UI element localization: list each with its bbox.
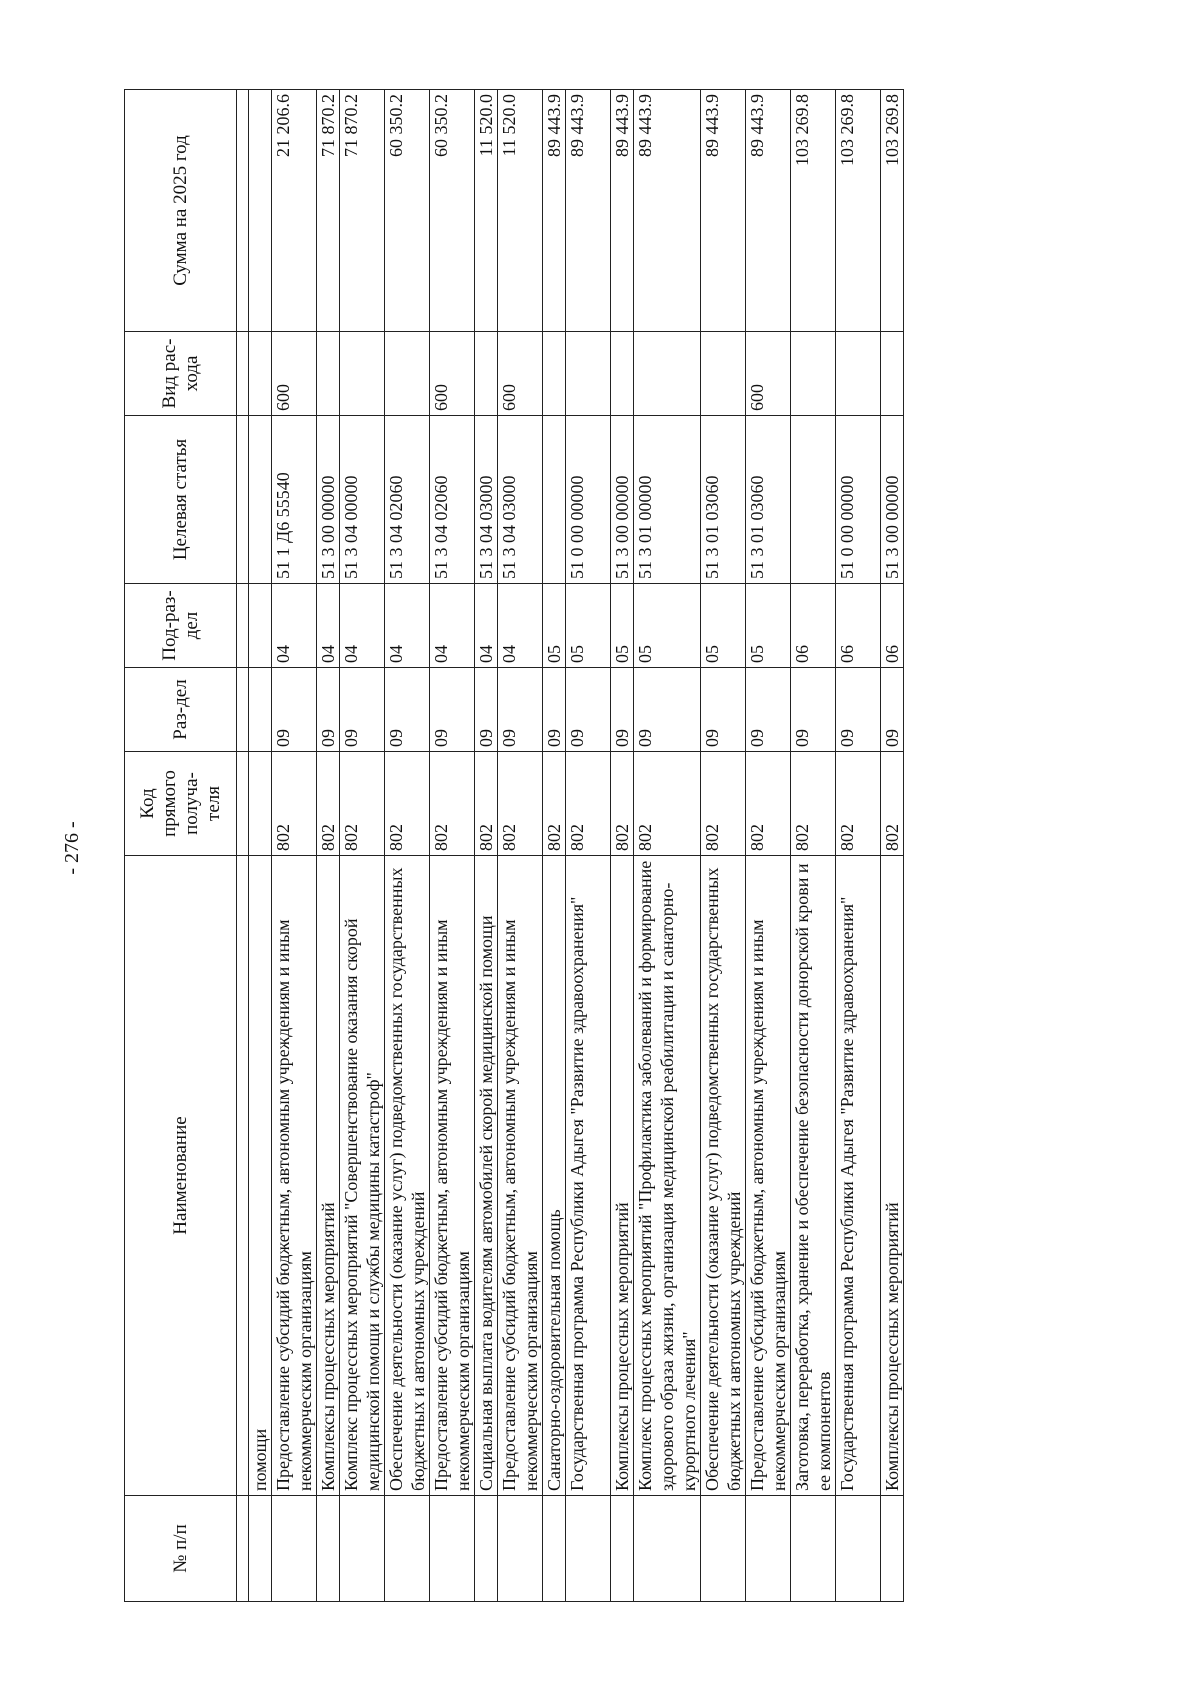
row-expense-type: 600 bbox=[272, 332, 317, 416]
table-row bbox=[385, 90, 430, 1602]
header-amount: Сумма на 2025 год bbox=[125, 90, 237, 332]
row-subsection: 06 bbox=[881, 584, 904, 668]
row-recipient-code: 802 bbox=[498, 752, 543, 856]
table-spacer-row bbox=[237, 90, 249, 1602]
table-row bbox=[836, 90, 881, 1602]
row-name: Государственная программа Республики Адыгея "Развитие здравоохранения" bbox=[836, 856, 881, 1496]
row-amount: 89 443.9 bbox=[543, 90, 566, 332]
row-amount bbox=[249, 90, 272, 332]
row-expense-type bbox=[317, 332, 340, 416]
row-expense-type bbox=[634, 332, 701, 416]
table-row bbox=[272, 90, 317, 1602]
row-expense-type: 600 bbox=[498, 332, 543, 416]
row-section: 09 bbox=[272, 668, 317, 752]
row-number bbox=[791, 1496, 836, 1602]
row-recipient-code: 802 bbox=[611, 752, 634, 856]
row-expense-type: 600 bbox=[746, 332, 791, 416]
row-amount: 60 350.2 bbox=[430, 90, 475, 332]
row-name: Заготовка, переработка, хранение и обеспечение безопасности донорской крови и ее компонентов bbox=[791, 856, 836, 1496]
row-subsection: 05 bbox=[634, 584, 701, 668]
row-recipient-code: 802 bbox=[340, 752, 385, 856]
row-number bbox=[475, 1496, 498, 1602]
row-expense-type bbox=[566, 332, 611, 416]
row-number bbox=[430, 1496, 475, 1602]
row-subsection: 04 bbox=[430, 584, 475, 668]
row-target-article: 51 3 01 00000 bbox=[634, 416, 701, 584]
row-number bbox=[272, 1496, 317, 1602]
row-expense-type bbox=[249, 332, 272, 416]
row-name: Предоставление субсидий бюджетным, автономным учреждениям и иным некоммерческим организациям bbox=[272, 856, 317, 1496]
budget-table bbox=[124, 89, 904, 1602]
row-amount: 11 520.0 bbox=[475, 90, 498, 332]
row-target-article: 51 1 Д6 55540 bbox=[272, 416, 317, 584]
row-subsection bbox=[249, 584, 272, 668]
row-section: 09 bbox=[543, 668, 566, 752]
row-recipient-code: 802 bbox=[701, 752, 746, 856]
row-recipient-code: 802 bbox=[791, 752, 836, 856]
row-amount: 71 870.2 bbox=[317, 90, 340, 332]
table-row bbox=[340, 90, 385, 1602]
row-number bbox=[249, 1496, 272, 1602]
table-row bbox=[566, 90, 611, 1602]
row-name: Санаторно-оздоровительная помощь bbox=[543, 856, 566, 1496]
row-section: 09 bbox=[701, 668, 746, 752]
row-number bbox=[746, 1496, 791, 1602]
row-subsection: 05 bbox=[611, 584, 634, 668]
row-subsection: 06 bbox=[836, 584, 881, 668]
row-number bbox=[836, 1496, 881, 1602]
table-row bbox=[611, 90, 634, 1602]
row-section: 09 bbox=[634, 668, 701, 752]
row-amount: 60 350.2 bbox=[385, 90, 430, 332]
table-row bbox=[430, 90, 475, 1602]
row-recipient-code: 802 bbox=[272, 752, 317, 856]
row-target-article: 51 3 00 00000 bbox=[881, 416, 904, 584]
row-number bbox=[611, 1496, 634, 1602]
row-target-article: 51 3 00 00000 bbox=[611, 416, 634, 584]
table-row bbox=[543, 90, 566, 1602]
row-name: Предоставление субсидий бюджетным, автономным учреждениям и иным некоммерческим организациям bbox=[430, 856, 475, 1496]
row-section: 09 bbox=[881, 668, 904, 752]
row-subsection: 05 bbox=[746, 584, 791, 668]
row-target-article bbox=[543, 416, 566, 584]
row-name: Комплексы процессных мероприятий bbox=[881, 856, 904, 1496]
row-name: Комплекс процессных мероприятий "Профилактика заболеваний и формирование здорового образа жизни, организация медицинской реабилитации и санаторно-курортного лечения" bbox=[634, 856, 701, 1496]
row-recipient-code: 802 bbox=[475, 752, 498, 856]
row-recipient-code: 802 bbox=[881, 752, 904, 856]
page-number: - 276 - bbox=[61, 821, 83, 875]
table-row bbox=[317, 90, 340, 1602]
row-amount: 71 870.2 bbox=[340, 90, 385, 332]
row-section: 09 bbox=[791, 668, 836, 752]
row-amount: 89 443.9 bbox=[701, 90, 746, 332]
row-name: Государственная программа Республики Адыгея "Развитие здравоохранения" bbox=[566, 856, 611, 1496]
row-name: Обеспечение деятельности (оказание услуг) подведомственных государственных бюджетных и автономных учреждений bbox=[701, 856, 746, 1496]
row-name: Обеспечение деятельности (оказание услуг) подведомственных государственных бюджетных и автономных учреждений bbox=[385, 856, 430, 1496]
row-recipient-code: 802 bbox=[746, 752, 791, 856]
row-number bbox=[385, 1496, 430, 1602]
row-subsection: 05 bbox=[701, 584, 746, 668]
row-section: 09 bbox=[430, 668, 475, 752]
row-subsection: 06 bbox=[791, 584, 836, 668]
table-row bbox=[498, 90, 543, 1602]
table-header-row bbox=[125, 90, 237, 1602]
table-row bbox=[701, 90, 746, 1602]
header-num: № п/п bbox=[125, 1496, 237, 1602]
row-name: Социальная выплата водителям автомобилей скорой медицинской помощи bbox=[475, 856, 498, 1496]
row-recipient-code: 802 bbox=[385, 752, 430, 856]
row-name: Предоставление субсидий бюджетным, автономным учреждениям и иным некоммерческим организациям bbox=[498, 856, 543, 1496]
row-subsection: 05 bbox=[543, 584, 566, 668]
table-row bbox=[634, 90, 701, 1602]
row-number bbox=[701, 1496, 746, 1602]
row-expense-type bbox=[836, 332, 881, 416]
row-target-article: 51 3 04 02060 bbox=[430, 416, 475, 584]
row-amount: 89 443.9 bbox=[634, 90, 701, 332]
header-subsection: Под-раз-дел bbox=[125, 584, 237, 668]
row-target-article: 51 3 00 00000 bbox=[317, 416, 340, 584]
row-recipient-code: 802 bbox=[634, 752, 701, 856]
row-expense-type bbox=[475, 332, 498, 416]
row-expense-type: 600 bbox=[430, 332, 475, 416]
row-number bbox=[881, 1496, 904, 1602]
row-expense-type bbox=[611, 332, 634, 416]
row-amount: 89 443.9 bbox=[611, 90, 634, 332]
row-subsection: 04 bbox=[317, 584, 340, 668]
row-amount: 103 269.8 bbox=[836, 90, 881, 332]
row-target-article bbox=[249, 416, 272, 584]
row-amount: 21 206.6 bbox=[272, 90, 317, 332]
row-name: помощи bbox=[249, 856, 272, 1496]
row-expense-type bbox=[881, 332, 904, 416]
row-target-article: 51 3 01 03060 bbox=[746, 416, 791, 584]
row-amount: 11 520.0 bbox=[498, 90, 543, 332]
row-name: Предоставление субсидий бюджетным, автономным учреждениям и иным некоммерческим организациям bbox=[746, 856, 791, 1496]
row-subsection: 05 bbox=[566, 584, 611, 668]
row-subsection: 04 bbox=[498, 584, 543, 668]
table-row bbox=[791, 90, 836, 1602]
row-section: 09 bbox=[566, 668, 611, 752]
header-recipient-code: Код прямого получа-теля bbox=[125, 752, 237, 856]
row-recipient-code: 802 bbox=[543, 752, 566, 856]
row-target-article: 51 0 00 00000 bbox=[836, 416, 881, 584]
row-target-article: 51 3 04 00000 bbox=[340, 416, 385, 584]
row-target-article: 51 3 04 03000 bbox=[475, 416, 498, 584]
row-section: 09 bbox=[475, 668, 498, 752]
table-row bbox=[249, 90, 272, 1602]
row-section: 09 bbox=[611, 668, 634, 752]
row-target-article: 51 0 00 00000 bbox=[566, 416, 611, 584]
row-target-article: 51 3 04 03000 bbox=[498, 416, 543, 584]
row-section bbox=[249, 668, 272, 752]
row-section: 09 bbox=[746, 668, 791, 752]
row-recipient-code: 802 bbox=[836, 752, 881, 856]
row-number bbox=[317, 1496, 340, 1602]
row-section: 09 bbox=[498, 668, 543, 752]
row-amount: 89 443.9 bbox=[746, 90, 791, 332]
row-expense-type bbox=[385, 332, 430, 416]
row-number bbox=[634, 1496, 701, 1602]
row-recipient-code: 802 bbox=[317, 752, 340, 856]
row-amount: 103 269.8 bbox=[791, 90, 836, 332]
row-target-article bbox=[791, 416, 836, 584]
header-target-article: Целевая статья bbox=[125, 416, 237, 584]
row-number bbox=[566, 1496, 611, 1602]
row-subsection: 04 bbox=[340, 584, 385, 668]
row-target-article: 51 3 04 02060 bbox=[385, 416, 430, 584]
header-section: Раз-дел bbox=[125, 668, 237, 752]
row-section: 09 bbox=[836, 668, 881, 752]
row-subsection: 04 bbox=[475, 584, 498, 668]
row-subsection: 04 bbox=[272, 584, 317, 668]
rotated-table-container bbox=[124, 0, 1174, 1602]
row-name: Комплексы процессных мероприятий bbox=[611, 856, 634, 1496]
row-number bbox=[543, 1496, 566, 1602]
row-subsection: 04 bbox=[385, 584, 430, 668]
table-row bbox=[881, 90, 904, 1602]
table-row bbox=[746, 90, 791, 1602]
row-section: 09 bbox=[317, 668, 340, 752]
row-expense-type bbox=[701, 332, 746, 416]
row-recipient-code: 802 bbox=[566, 752, 611, 856]
row-name: Комплексы процессных мероприятий bbox=[317, 856, 340, 1496]
row-recipient-code bbox=[249, 752, 272, 856]
row-expense-type bbox=[340, 332, 385, 416]
row-amount: 89 443.9 bbox=[566, 90, 611, 332]
header-name: Наименование bbox=[125, 856, 237, 1496]
row-expense-type bbox=[791, 332, 836, 416]
row-section: 09 bbox=[385, 668, 430, 752]
row-expense-type bbox=[543, 332, 566, 416]
row-recipient-code: 802 bbox=[430, 752, 475, 856]
row-section: 09 bbox=[340, 668, 385, 752]
row-number bbox=[498, 1496, 543, 1602]
row-number bbox=[340, 1496, 385, 1602]
row-amount: 103 269.8 bbox=[881, 90, 904, 332]
table-row bbox=[475, 90, 498, 1602]
row-target-article: 51 3 01 03060 bbox=[701, 416, 746, 584]
row-name: Комплекс процессных мероприятий "Совершенствование оказания скорой медицинской помощи и службы медицины катастроф" bbox=[340, 856, 385, 1496]
header-expense-type: Вид рас-хода bbox=[125, 332, 237, 416]
